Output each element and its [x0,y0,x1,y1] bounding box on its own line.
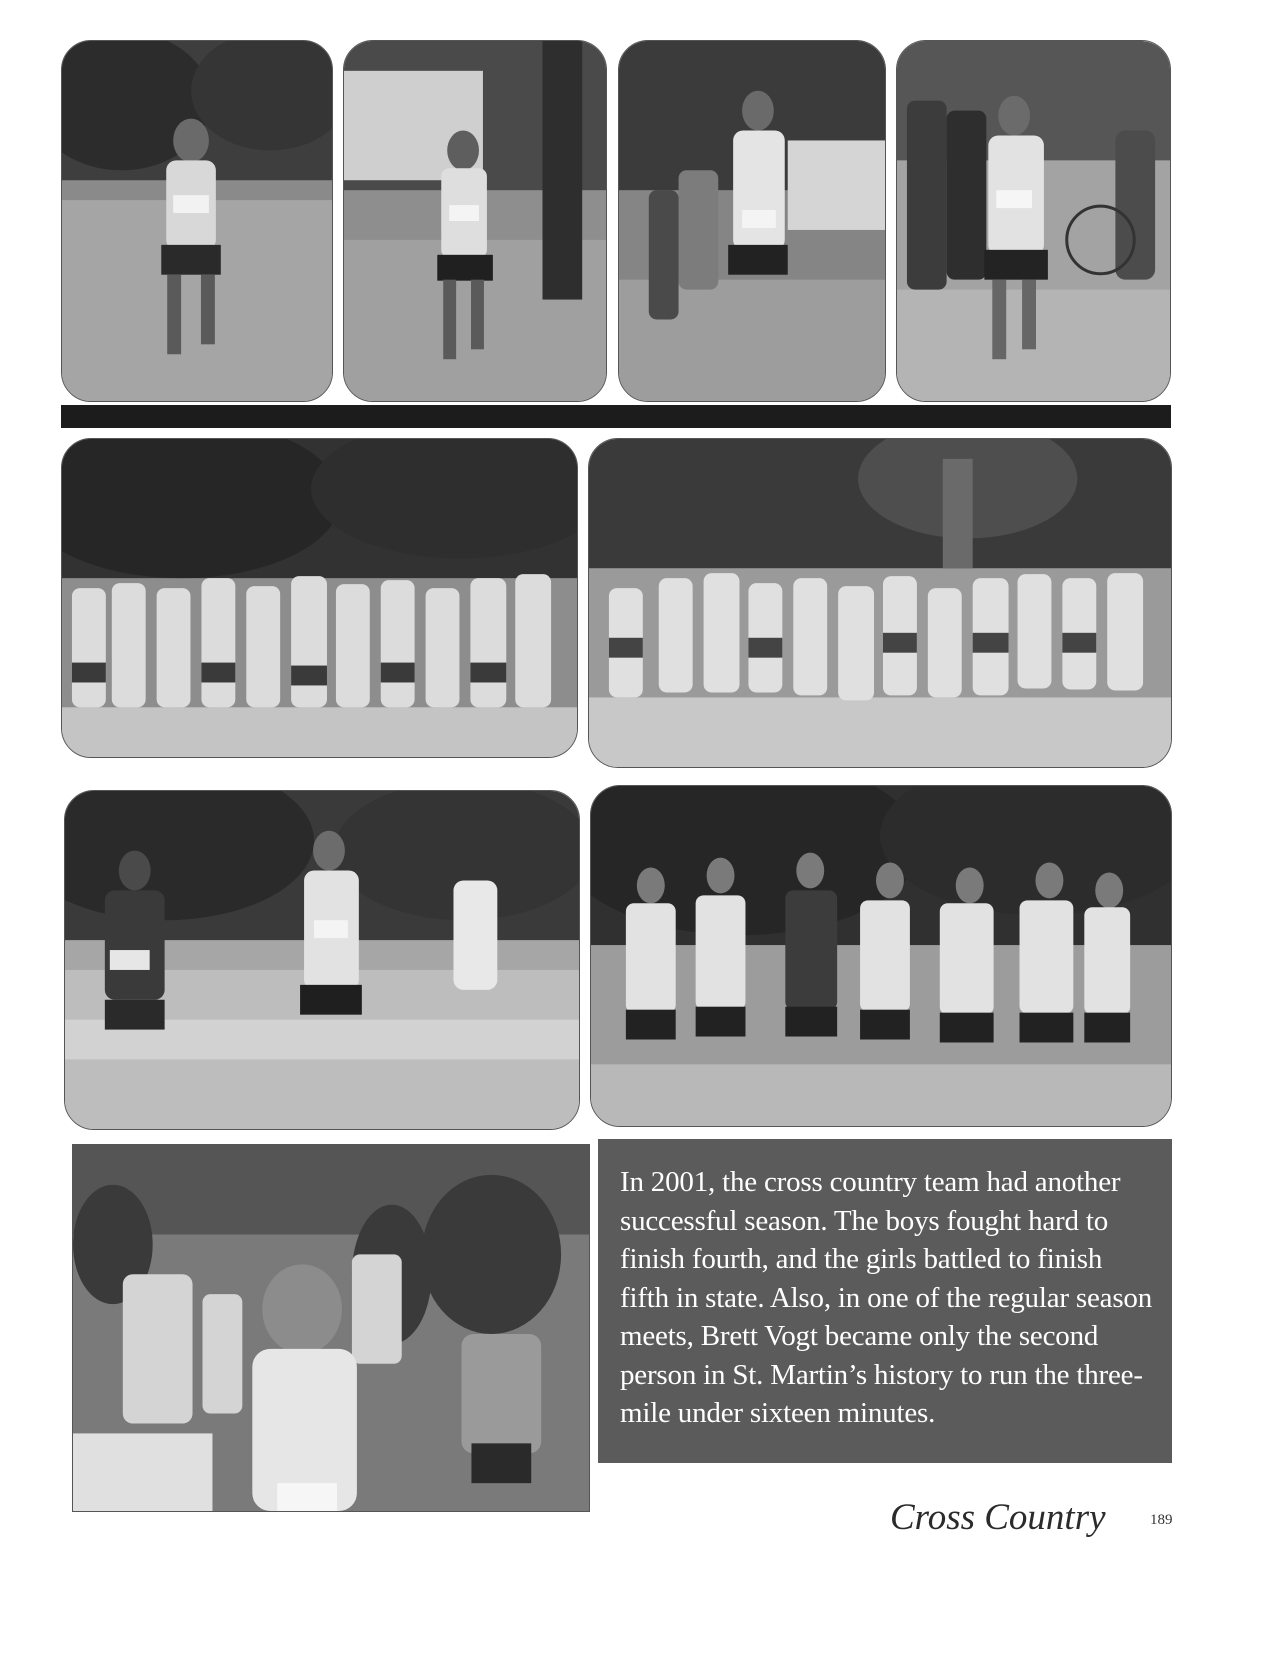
photo-lower-right [590,785,1172,1127]
finish-line-crowd-photo [73,1145,589,1511]
runner-photo [619,41,885,401]
runner-photo [344,41,606,401]
boys-team-photo [591,786,1171,1126]
caption-text: In 2001, the cross country team had another successful season. The boys fought hard to finish fourth, and the girls battled to finish fifth in state. Also, in one of the regular season meets, Brett Vogt became only the second person in St. Martin’s history to run the three-mile under sixteen minutes. [620,1166,1153,1429]
photo-top-3 [618,40,886,402]
divider-bar [61,405,1171,428]
caption-box [598,1139,1172,1463]
photo-top-1 [61,40,333,402]
section-title: Cross Country [890,1497,1106,1538]
photo-mid-left [61,438,578,758]
photo-mid-right [588,438,1172,768]
photo-lower-left [64,790,580,1130]
photo-top-2 [343,40,607,402]
photo-bottom-left [72,1144,590,1512]
runner-photo [897,41,1170,401]
group-start-photo [62,439,577,757]
two-runners-photo [65,791,579,1129]
page-number: 189 [1150,1512,1173,1528]
race-pack-photo [589,439,1171,767]
runner-photo [62,41,332,401]
photo-top-4 [896,40,1171,402]
